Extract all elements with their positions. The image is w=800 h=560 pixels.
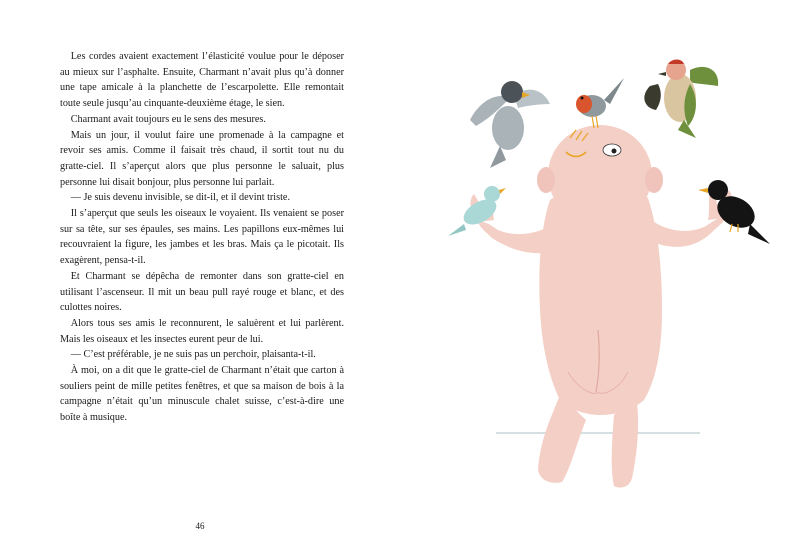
blue-bird-tail <box>448 224 466 236</box>
robin-bird <box>576 78 624 128</box>
robin-tail <box>604 78 624 104</box>
robin-breast <box>576 95 592 113</box>
paragraph: Charmant avait toujours eu le sens des mesures. <box>70 113 266 125</box>
grey-bird-head <box>501 81 523 103</box>
green-bird-wing-left <box>644 84 660 110</box>
blue-bird-beak <box>499 188 506 194</box>
grey-bird-tail <box>490 146 506 168</box>
blackbird-tail <box>748 224 770 244</box>
paragraph: Et Charmant se dépêcha de remonter dans son gratte-ciel en utilisant l’ascenseur. Il mit un beau pull rayé rouge et blanc, et des culottes noires. <box>60 270 344 314</box>
right-page <box>400 0 800 560</box>
story-text <box>60 49 344 426</box>
blue-bird-head <box>484 186 500 202</box>
blackbird-head <box>708 180 728 200</box>
green-bird <box>644 60 718 139</box>
grey-bird-body <box>492 106 524 150</box>
paragraph: — C’est préférable, je ne suis pas un perchoir, plaisanta-t-il. <box>70 349 316 361</box>
grey-bird <box>470 81 550 168</box>
pupil <box>612 149 617 154</box>
green-bird-beak <box>658 72 666 76</box>
left-ear <box>537 167 555 193</box>
paragraph: À moi, on a dit que le gratte-ciel de Charmant n’était que carton à souliers peint de mille petites fenêtres, et que sa maison de bois à la campagne n’était qu’un minuscule chalet suisse, c’est-à-dire une boîte à musique. <box>60 365 344 424</box>
blue-bird <box>448 186 506 236</box>
paragraph: Les cordes avaient exactement l’élasticité voulue pour le déposer au mieux sur l’asphalte. Ensuite, Charmant n’avait plus qu’à donner une tape amicale à la planchette de l’escarpolette. Elle remontait toute seule jusqu’au cinquante-deuxième étage, le sien. <box>60 51 344 110</box>
green-bird-crown <box>668 60 684 65</box>
right-ear <box>645 167 663 193</box>
green-bird-wing-right <box>690 67 718 86</box>
right-arm <box>648 218 726 247</box>
robin-eye <box>581 97 584 100</box>
paragraph: Alors tous ses amis le reconnurent, le saluèrent et lui parlèrent. Mais les oiseaux et les insectes eurent peur de lui. <box>60 317 344 345</box>
paragraph: Mais un jour, il voulut faire une promenade à la campagne et revoir ses amis. Comme il faisait très chaud, il sortit tout nu du gratte-ciel. Il s’aperçut alors que plus personne le saluait, plus personne lui disait bonjour, plus personne lui parlait. <box>60 129 344 188</box>
page-number: 46 <box>195 521 205 531</box>
paragraph: Il s’aperçut que seuls les oiseaux le voyaient. Ils venaient se poser sur sa tête, sur ses épaules, ses mains. Les papillons eux-mêmes lui recouvraient la figure, les jambes et les bras. Mais ça le picotait. Ils exagèrent, pensa-t-il. <box>60 208 344 267</box>
blackbird-beak <box>698 188 708 193</box>
illustration-naked-man-with-birds <box>400 0 800 560</box>
head <box>548 125 652 225</box>
paragraph: — Je suis devenu invisible, se dit-il, et il devint triste. <box>70 192 290 204</box>
